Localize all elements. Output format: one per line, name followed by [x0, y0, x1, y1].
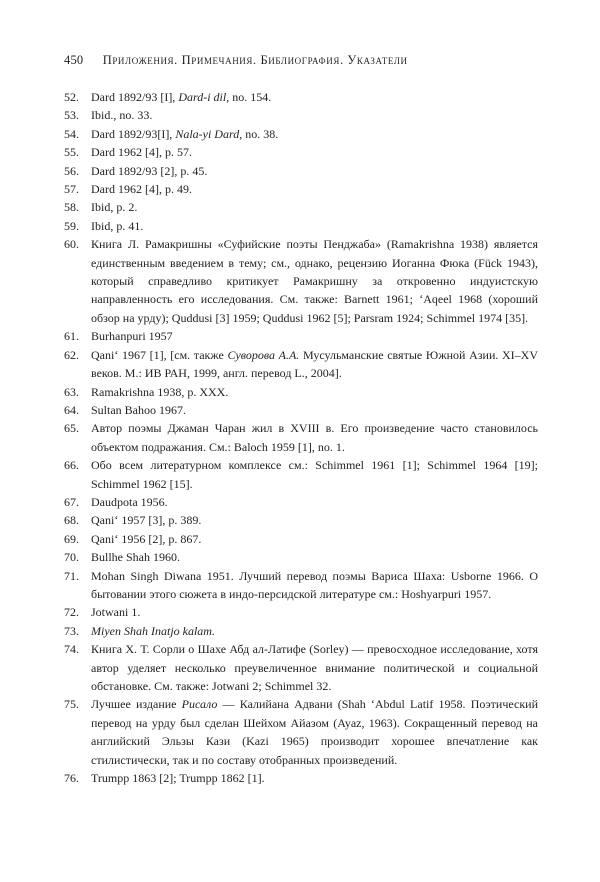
endnote-number: 57. [64, 182, 79, 197]
endnote-number: 65. [64, 421, 79, 436]
endnote-item [64, 640, 538, 695]
endnote-number: 67. [64, 494, 79, 509]
endnote-item [64, 235, 538, 327]
endnote-item [64, 143, 538, 161]
endnote-text: Miyen Shah Inatjo kalam. [91, 623, 215, 638]
endnote-number: 74. [64, 642, 79, 657]
endnote-text: Sultan Bahoo 1967. [91, 402, 186, 417]
endnote-item [64, 769, 538, 787]
endnote-text: Bullhe Shah 1960. [91, 550, 180, 565]
endnote-number: 60. [64, 237, 79, 252]
endnote-number: 52. [64, 90, 79, 104]
endnote-number: 72. [64, 605, 79, 620]
endnote-text: Dard 1892/93[I], [91, 126, 176, 141]
endnote-item [64, 603, 538, 621]
endnote-number: 64. [64, 402, 79, 417]
endnote-item [64, 198, 538, 216]
endnote-text: Trumpp 1863 [2]; Trumpp 1862 [1]. [91, 771, 265, 786]
endnote-number: 73. [64, 623, 79, 638]
endnote-number: 68. [64, 513, 79, 528]
endnote-item [64, 125, 538, 143]
endnote-text: no. 38. [242, 126, 279, 141]
endnote-text: — Калийана Адвани (Shah ‘Abdul Latif 1958. Поэтический перевод на урду был сделан Шейхом Айазом (Ayaz, 1963). Сокращенный перевод на английский Эльзы Кази (Kazi 1965) производит хорошее впечатление как стилистически, так и по составу отобранных произведений. [91, 697, 538, 767]
endnote-item [64, 383, 538, 401]
endnote-text: Dard 1892/93 [I], [91, 90, 179, 104]
endnote-number: 58. [64, 200, 79, 215]
endnote-item [64, 567, 538, 604]
endnote-number: 76. [64, 771, 79, 786]
endnote-text: Книга Х. Т. Сорли о Шахе Абд ал-Латифе (Sorley) — превосходное исследование, хотя автор уделяет несколько преувеличенное внимание политической и социальной обстановке. См. также: Jotwani 2; Schimmel 32. [91, 642, 538, 693]
endnote-number: 71. [64, 568, 79, 583]
endnote-item [64, 401, 538, 419]
endnote-text: Ramakrishna 1938, p. XXX. [91, 384, 229, 399]
endnote-number: 66. [64, 458, 79, 473]
endnote-number: 54. [64, 126, 79, 141]
endnote-item [64, 180, 538, 198]
endnote-text: Mohan Singh Diwana 1951. Лучший перевод поэмы Вариса Шаха: Usborne 1966. О бытовании этого сюжета в индо-персидской литературе см.: Hoshyarpuri 1957. [91, 568, 538, 601]
endnote-number: 55. [64, 145, 79, 160]
endnote-item [64, 217, 538, 235]
running-head-title: Приложения. Примечания. Библиография. Указатели [102, 53, 408, 67]
endnote-item [64, 493, 538, 511]
endnote-text: Автор поэмы Джаман Чаран жил в XVIII в. Его произведение часто становилось объектом подражания. См.: Baloch 1959 [1], no. 1. [91, 421, 538, 454]
endnote-text: Qani‘ 1967 [1], [см. также [91, 347, 228, 362]
endnote-text: Daudpota 1956. [91, 494, 168, 509]
endnote-text: Ibid., no. 33. [91, 108, 153, 123]
endnote-text: Qani‘ 1957 [3], p. 389. [91, 513, 202, 528]
endnote-italic-title: Dard-i dil, [178, 90, 230, 104]
endnote-text: Burhanpuri 1957 [91, 329, 173, 344]
endnote-text: Мусульманские святые Южной Азии. XI–XV веков. М.: ИВ РАН, 1999, англ. перевод L., 2004]. [91, 347, 539, 381]
endnote-number: 69. [64, 531, 79, 546]
endnote-number: 62. [64, 347, 79, 362]
endnote-item [64, 622, 538, 640]
endnote-number: 56. [64, 163, 79, 178]
endnote-item [64, 106, 538, 124]
endnote-item [64, 548, 538, 566]
endnote-text: Обо всем литературном комплексе см.: Schimmel 1961 [1]; Schimmel 1964 [19]; Schimmel 1962 [15]. [91, 458, 538, 491]
endnote-italic-title: Рисало [181, 697, 218, 712]
endnote-number: 70. [64, 550, 79, 565]
endnote-item [64, 456, 538, 493]
endnote-text: Книга Л. Рамакришны «Суфийские поэты Пенджаба» (Ramakrishna 1938) является единственным введением в тему; см., однако, рецензию Иоганна Фюка (Fück 1943), который справедливо критикует Рамакришну за откровенно индуистскую направленность его исследования. См. также: Barnett 1961; ‘Aqeel 1968 (хороший обзор на урду); Quddusi [3] 1959; Quddusi 1962 [5]; Parsram 1924; Schimmel 1974 [35]. [91, 237, 538, 325]
endnote-text: Ibid, p. 2. [91, 200, 138, 215]
endnote-italic-title: Суворова А.А. [227, 347, 300, 362]
endnote-item [64, 419, 538, 456]
endnote-number: 59. [64, 218, 79, 233]
endnote-item [64, 327, 538, 345]
endnote-number: 61. [64, 329, 79, 344]
endnote-item [64, 695, 538, 769]
endnote-number: 75. [64, 697, 79, 712]
endnote-item [64, 88, 538, 106]
endnotes-list [64, 88, 538, 787]
endnote-text: Qani‘ 1956 [2], p. 867. [91, 531, 202, 546]
page-number: 450 [64, 53, 84, 67]
endnote-italic-title: Nala-yi Dard, [175, 126, 243, 141]
endnote-number: 53. [64, 108, 79, 123]
endnote-text: Dard 1962 [4], p. 57. [91, 145, 192, 160]
running-head [64, 53, 540, 68]
endnote-text: no. 154. [229, 90, 272, 104]
endnote-item [64, 530, 538, 548]
endnote-text: Jotwani 1. [91, 605, 141, 620]
endnote-item [64, 162, 538, 180]
endnote-number: 63. [64, 384, 79, 399]
endnote-item [64, 346, 538, 383]
endnote-text: Dard 1962 [4], p. 49. [91, 182, 192, 197]
endnote-text: Лучшее издание [91, 697, 182, 712]
endnote-item [64, 511, 538, 529]
endnote-text: Dard 1892/93 [2], p. 45. [91, 163, 208, 178]
endnote-text: Ibid, p. 41. [91, 218, 144, 233]
